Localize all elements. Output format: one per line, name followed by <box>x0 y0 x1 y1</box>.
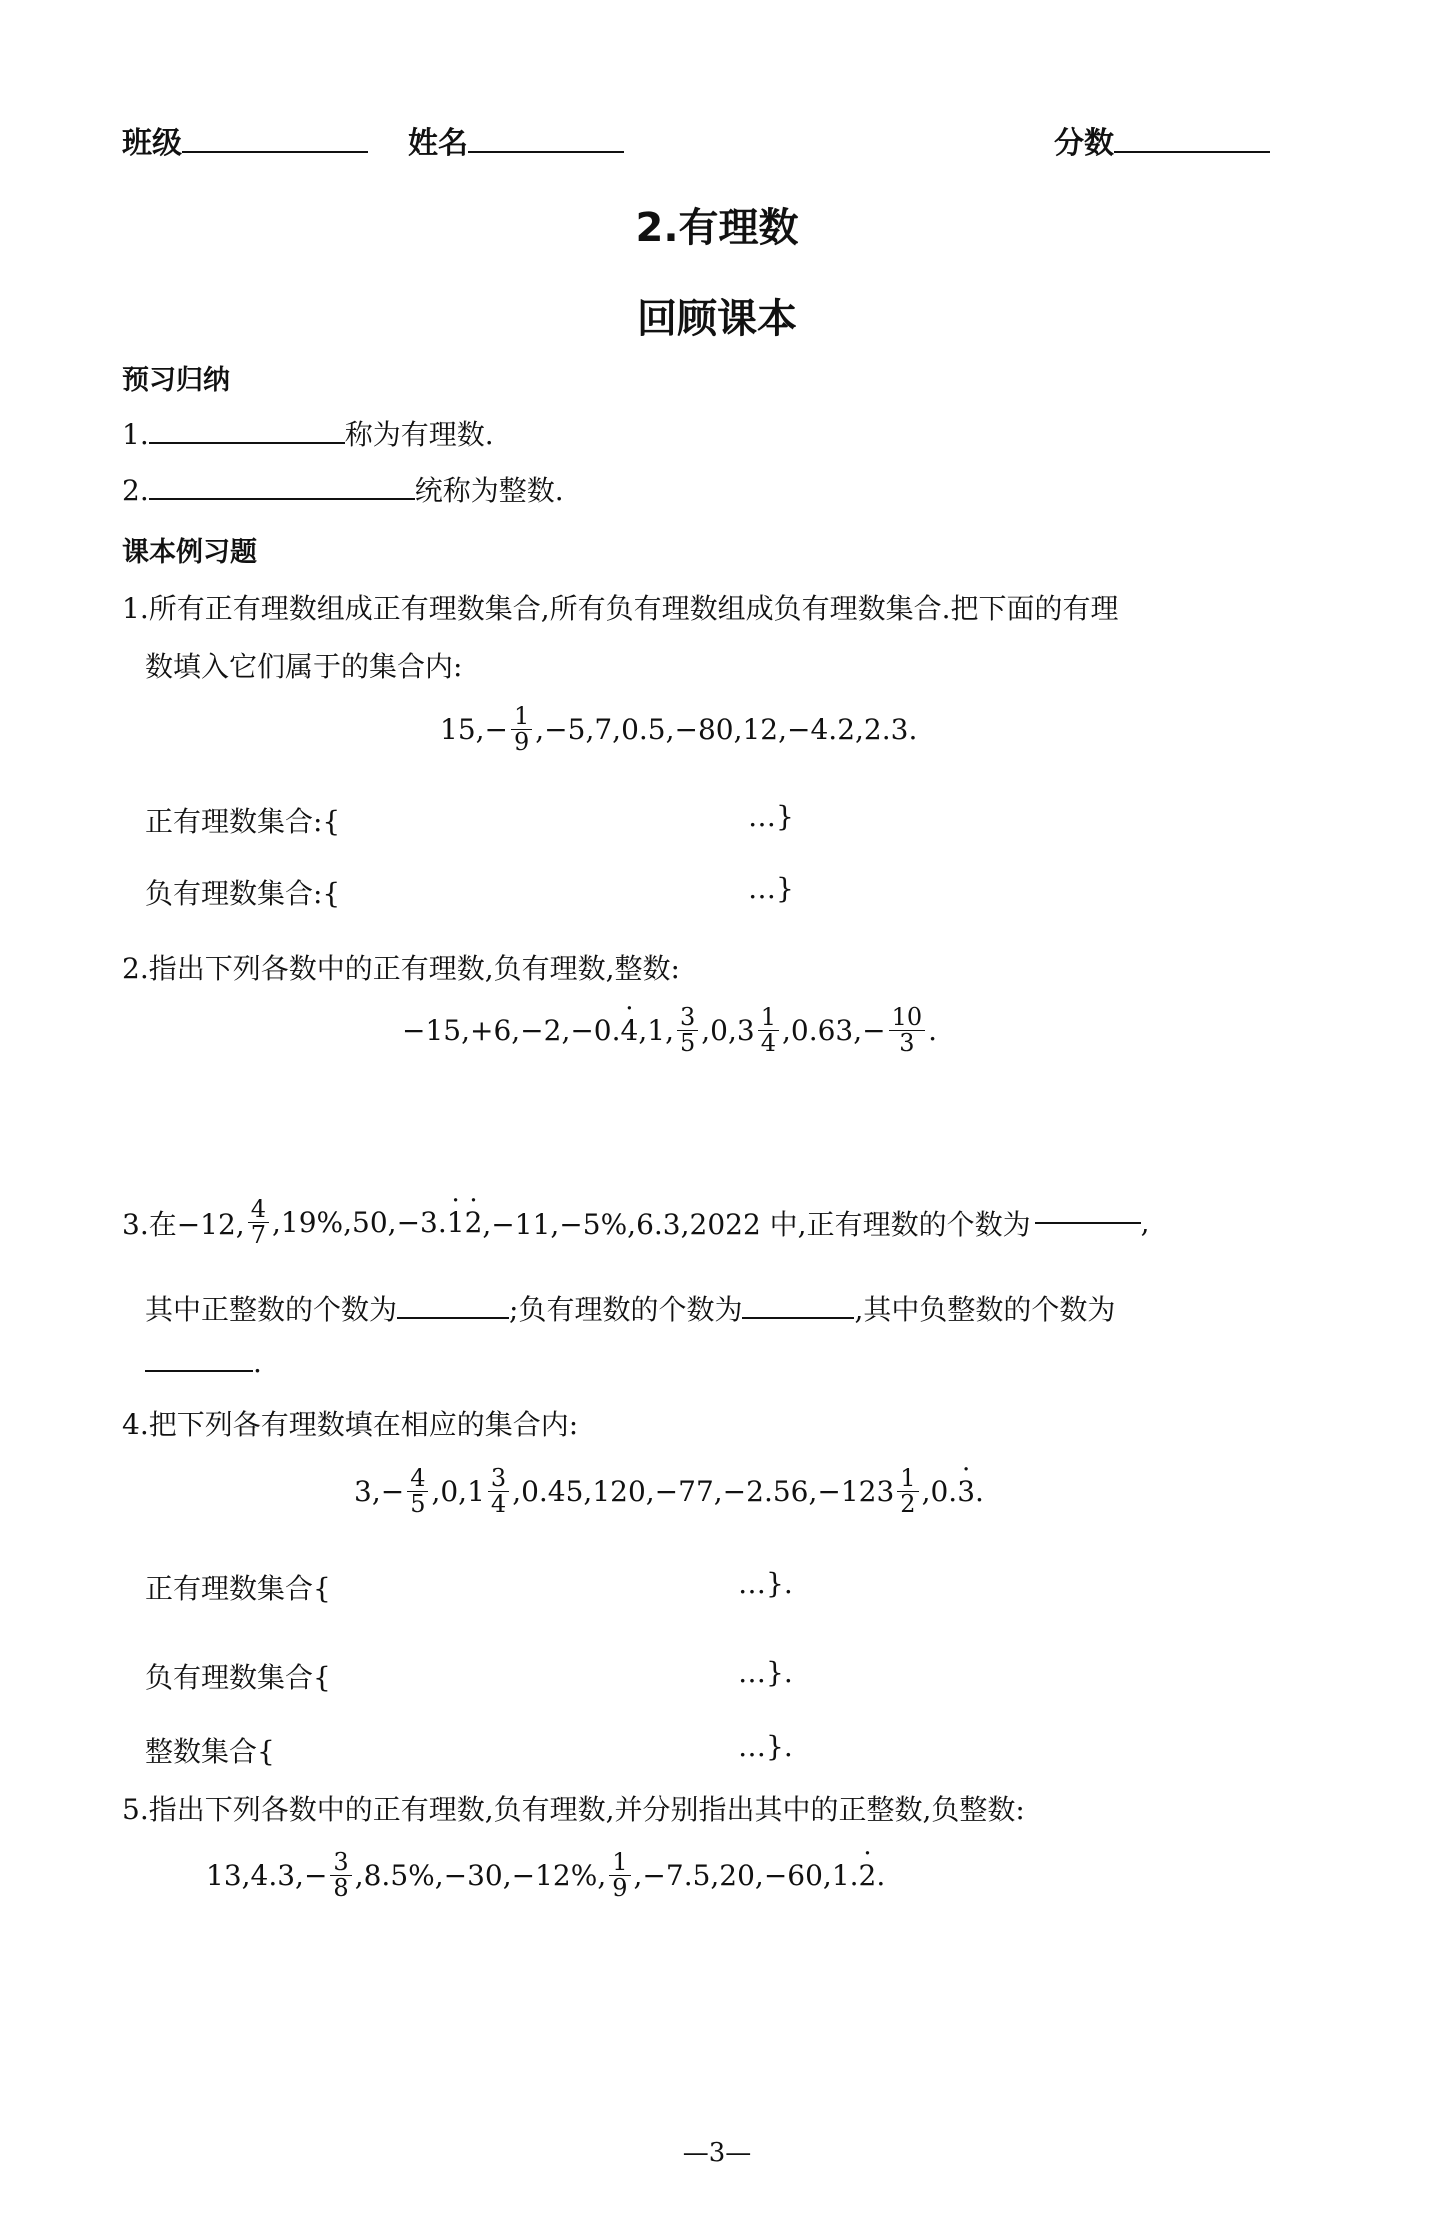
q3-line-3-end: . <box>253 1346 262 1379</box>
q3-blank-4[interactable] <box>145 1370 253 1372</box>
q5-fraction-1-numerator: 3 <box>330 1850 351 1876</box>
q4-set-positive[interactable] <box>145 1567 331 1607</box>
q1-fraction-numerator: 1 <box>511 704 532 730</box>
q2-fraction-3 <box>889 1005 926 1056</box>
page-title: 2.有理数 <box>635 205 799 251</box>
q4-set-integer-label: 整数集合{ <box>145 1735 275 1768</box>
q5-line-1: 5.指出下列各数中的正有理数,负有理数,并分别指出其中的正整数,负整数: <box>122 1793 1025 1826</box>
q4-eq-part-c: ,0.45,120,−77,−2.56,−123 <box>512 1475 895 1509</box>
q4-set-negative-end: …}. <box>738 1656 793 1689</box>
q5-eq-part-a: 13,4.3,− <box>206 1859 328 1893</box>
q4-fraction-1 <box>407 1466 428 1517</box>
q2-line-1: 2.指出下列各数中的正有理数,负有理数,整数: <box>122 952 680 985</box>
preview-blank-2[interactable] <box>149 498 415 500</box>
page-subtitle: 回顾课本 <box>637 296 797 342</box>
q3-repeating-digit-1: · 1 <box>447 1206 465 1239</box>
q1-set-positive[interactable] <box>145 800 340 840</box>
score-label: 分数 <box>1054 126 1114 161</box>
examples-heading: 课本例习题 <box>122 537 257 568</box>
q2-fraction-1-denominator: 5 <box>679 1029 696 1058</box>
preview-item-2-number: 2. <box>122 474 149 507</box>
q4-set-negative[interactable] <box>145 1656 331 1696</box>
q2-fraction-2 <box>758 1005 779 1056</box>
q1-line-2: 数填入它们属于的集合内: <box>145 650 463 683</box>
q4-set-negative-label: 负有理数集合{ <box>145 1661 331 1694</box>
class-field[interactable] <box>122 118 368 162</box>
q5-fraction-2 <box>609 1850 630 1901</box>
q4-set-integer[interactable] <box>145 1730 275 1770</box>
q2-fraction-2-numerator: 1 <box>758 1005 779 1031</box>
q3-line-1 <box>122 1197 1149 1248</box>
q4-fraction-2-denominator: 4 <box>490 1490 507 1519</box>
q5-fraction-1 <box>330 1850 351 1901</box>
q3-fraction-numerator: 4 <box>248 1197 269 1223</box>
q4-eq-part-d: ,0. <box>921 1475 958 1509</box>
q5-fraction-1-denominator: 8 <box>333 1874 349 1903</box>
name-blank[interactable] <box>468 151 624 153</box>
q2-fraction-2-denominator: 4 <box>760 1029 776 1058</box>
q5-eq-part-d: . <box>876 1859 886 1893</box>
q2-repeating-digit: · 4 <box>621 1014 639 1047</box>
preview-item-1 <box>122 413 494 453</box>
q1-set-positive-label: 正有理数集合:{ <box>145 805 341 838</box>
class-blank[interactable] <box>182 151 368 153</box>
score-field[interactable] <box>1054 118 1270 162</box>
q5-eq-part-c: ,−7.5,20,−60,1. <box>633 1859 859 1893</box>
q3-repeating-digit-2: · 2 <box>465 1206 483 1239</box>
preview-heading: 预习归纳 <box>122 365 230 396</box>
q4-fraction-2 <box>488 1466 509 1517</box>
preview-item-1-number: 1. <box>122 418 149 451</box>
q3-blank-3[interactable] <box>742 1317 854 1319</box>
q4-fraction-3 <box>897 1466 918 1517</box>
q4-fraction-3-numerator: 1 <box>897 1466 918 1492</box>
q2-eq-part-b: ,1, <box>638 1014 674 1048</box>
q3-line-2 <box>145 1288 1115 1328</box>
preview-blank-1[interactable] <box>149 442 345 444</box>
q4-eq-part-a: 3,− <box>354 1475 405 1509</box>
q2-fraction-3-denominator: 3 <box>899 1029 915 1058</box>
preview-item-1-text: 称为有理数. <box>344 418 494 451</box>
q4-fraction-1-numerator: 4 <box>407 1466 428 1492</box>
q5-eq-part-b: ,8.5%,−30,−12%, <box>354 1859 607 1893</box>
q5-repeating-digit: · 2 <box>859 1859 877 1892</box>
q3-line-3 <box>145 1346 262 1379</box>
q3-middle-b: ,−11,−5%,6.3,2022 中,正有理数的个数为 <box>482 1207 1031 1241</box>
page-number: —3— <box>682 2138 752 2168</box>
q4-line-1: 4.把下列各有理数填在相应的集合内: <box>122 1408 579 1441</box>
q2-eq-part-a: −15,+6,−2,−0. <box>402 1014 621 1048</box>
q4-set-positive-end: …}. <box>738 1567 793 1600</box>
q1-fraction <box>511 704 532 755</box>
name-label: 姓名 <box>408 126 468 161</box>
q3-prefix: 3.在−12, <box>122 1207 245 1241</box>
name-field[interactable] <box>408 118 624 162</box>
q3-blank-2[interactable] <box>397 1317 509 1319</box>
preview-item-2 <box>122 469 564 509</box>
q1-line-1: 1.所有正有理数组成正有理数集合,所有负有理数组成负有理数集合.把下面的有理 <box>122 592 1119 625</box>
q4-fraction-2-numerator: 3 <box>488 1466 509 1492</box>
preview-item-2-text: 统称为整数. <box>414 474 564 507</box>
q4-fraction-3-denominator: 2 <box>900 1490 916 1519</box>
q3-blank-1[interactable] <box>1035 1222 1141 1224</box>
q4-numbers <box>354 1466 984 1517</box>
q4-repeating-digit: · 3 <box>957 1475 975 1508</box>
q1-set-negative-label: 负有理数集合:{ <box>145 877 341 910</box>
q5-fraction-2-denominator: 9 <box>612 1874 628 1903</box>
q2-eq-part-d: ,0.63,− <box>781 1014 886 1048</box>
q3-line-2-part-c: ,其中负整数的个数为 <box>854 1293 1116 1326</box>
q1-set-negative[interactable] <box>145 872 340 912</box>
q1-eq-part-b: ,−5,7,0.5,−80,12,−4.2,2.3. <box>535 713 918 747</box>
q2-eq-part-e: . <box>928 1014 938 1048</box>
q3-fraction-denominator: 7 <box>250 1221 266 1250</box>
q1-eq-part-a: 15,− <box>440 713 508 747</box>
q3-line-2-part-a: 其中正整数的个数为 <box>145 1293 398 1326</box>
q4-eq-part-e: . <box>975 1475 984 1509</box>
q1-set-negative-end: …} <box>748 872 794 905</box>
q3-fraction <box>248 1197 269 1248</box>
q3-comma: , <box>1140 1206 1150 1240</box>
q4-set-positive-label: 正有理数集合{ <box>145 1572 331 1605</box>
q2-fraction-3-numerator: 10 <box>889 1005 926 1031</box>
q2-numbers <box>402 1005 937 1056</box>
q2-eq-part-c: ,0,3 <box>701 1014 755 1048</box>
q2-fraction-1-numerator: 3 <box>677 1005 698 1031</box>
q3-line-2-part-b: ;负有理数的个数为 <box>509 1293 743 1326</box>
q1-numbers <box>440 704 917 755</box>
q1-set-positive-end: …} <box>748 800 794 833</box>
q5-numbers <box>206 1850 885 1901</box>
score-blank[interactable] <box>1114 151 1270 153</box>
q1-fraction-denominator: 9 <box>514 728 530 757</box>
q3-middle-a: ,19%,50,−3. <box>272 1206 447 1240</box>
q5-fraction-2-numerator: 1 <box>609 1850 630 1876</box>
class-label: 班级 <box>122 126 182 161</box>
q4-fraction-1-denominator: 5 <box>410 1490 426 1519</box>
q2-fraction-1 <box>677 1005 698 1056</box>
q4-set-integer-end: …}. <box>738 1730 793 1763</box>
q4-eq-part-b: ,0,1 <box>431 1475 485 1509</box>
